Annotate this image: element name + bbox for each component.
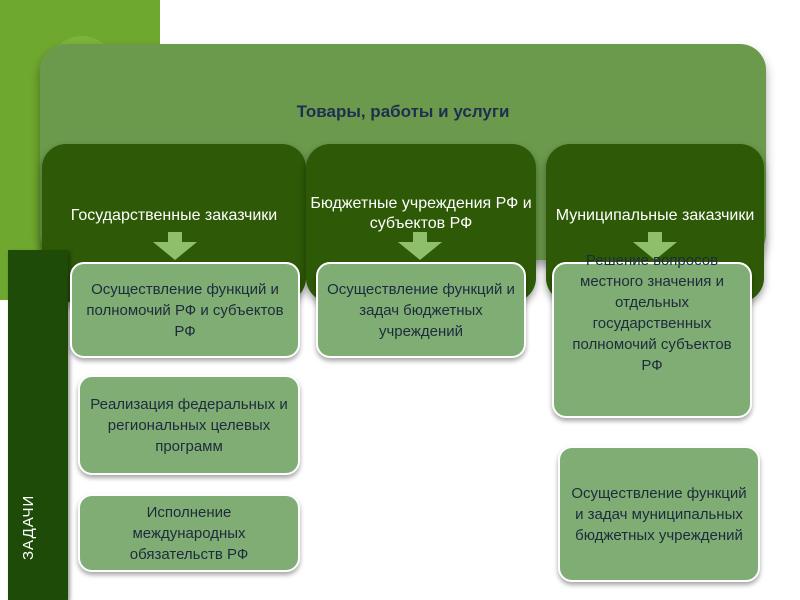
task-text: Осуществление функций и задач муниципальных бюджетных учреждений: [571, 484, 747, 544]
tasks-side-label: ЗАДАЧИ: [20, 494, 37, 560]
tasks-side-bar: [8, 250, 68, 600]
task-text: Осуществление функций и полномочий РФ и субъектов РФ: [86, 280, 284, 340]
task-box: [552, 252, 752, 418]
arrow-down-icon: [398, 242, 442, 260]
task-text: Осуществление функций и задач бюджетных учреждений: [327, 280, 515, 340]
arrow-down-icon: [648, 232, 662, 242]
task-box: [70, 262, 300, 358]
arrow-down-icon: [153, 242, 197, 260]
task-box: [78, 375, 300, 475]
task-box: [316, 262, 526, 358]
category-label: Муниципальные заказчики: [555, 207, 755, 224]
task-text: Исполнение международных обязательств РФ: [129, 503, 249, 563]
category-label: Бюджетные учреждения РФ и субъектов РФ: [310, 195, 532, 232]
main-title: Товары, работы и услуги: [296, 102, 510, 121]
category-label: Государственные заказчики: [70, 207, 278, 224]
arrow-down-icon: [168, 232, 182, 242]
task-text: Решение вопросов местного значения и отдельных государственных полномочий субъектов РФ: [572, 252, 732, 374]
task-box: [558, 446, 760, 582]
task-text: Реализация федеральных и региональных целевых программ: [90, 395, 288, 455]
arrow-down-icon: [413, 232, 427, 242]
task-box: [78, 494, 300, 572]
